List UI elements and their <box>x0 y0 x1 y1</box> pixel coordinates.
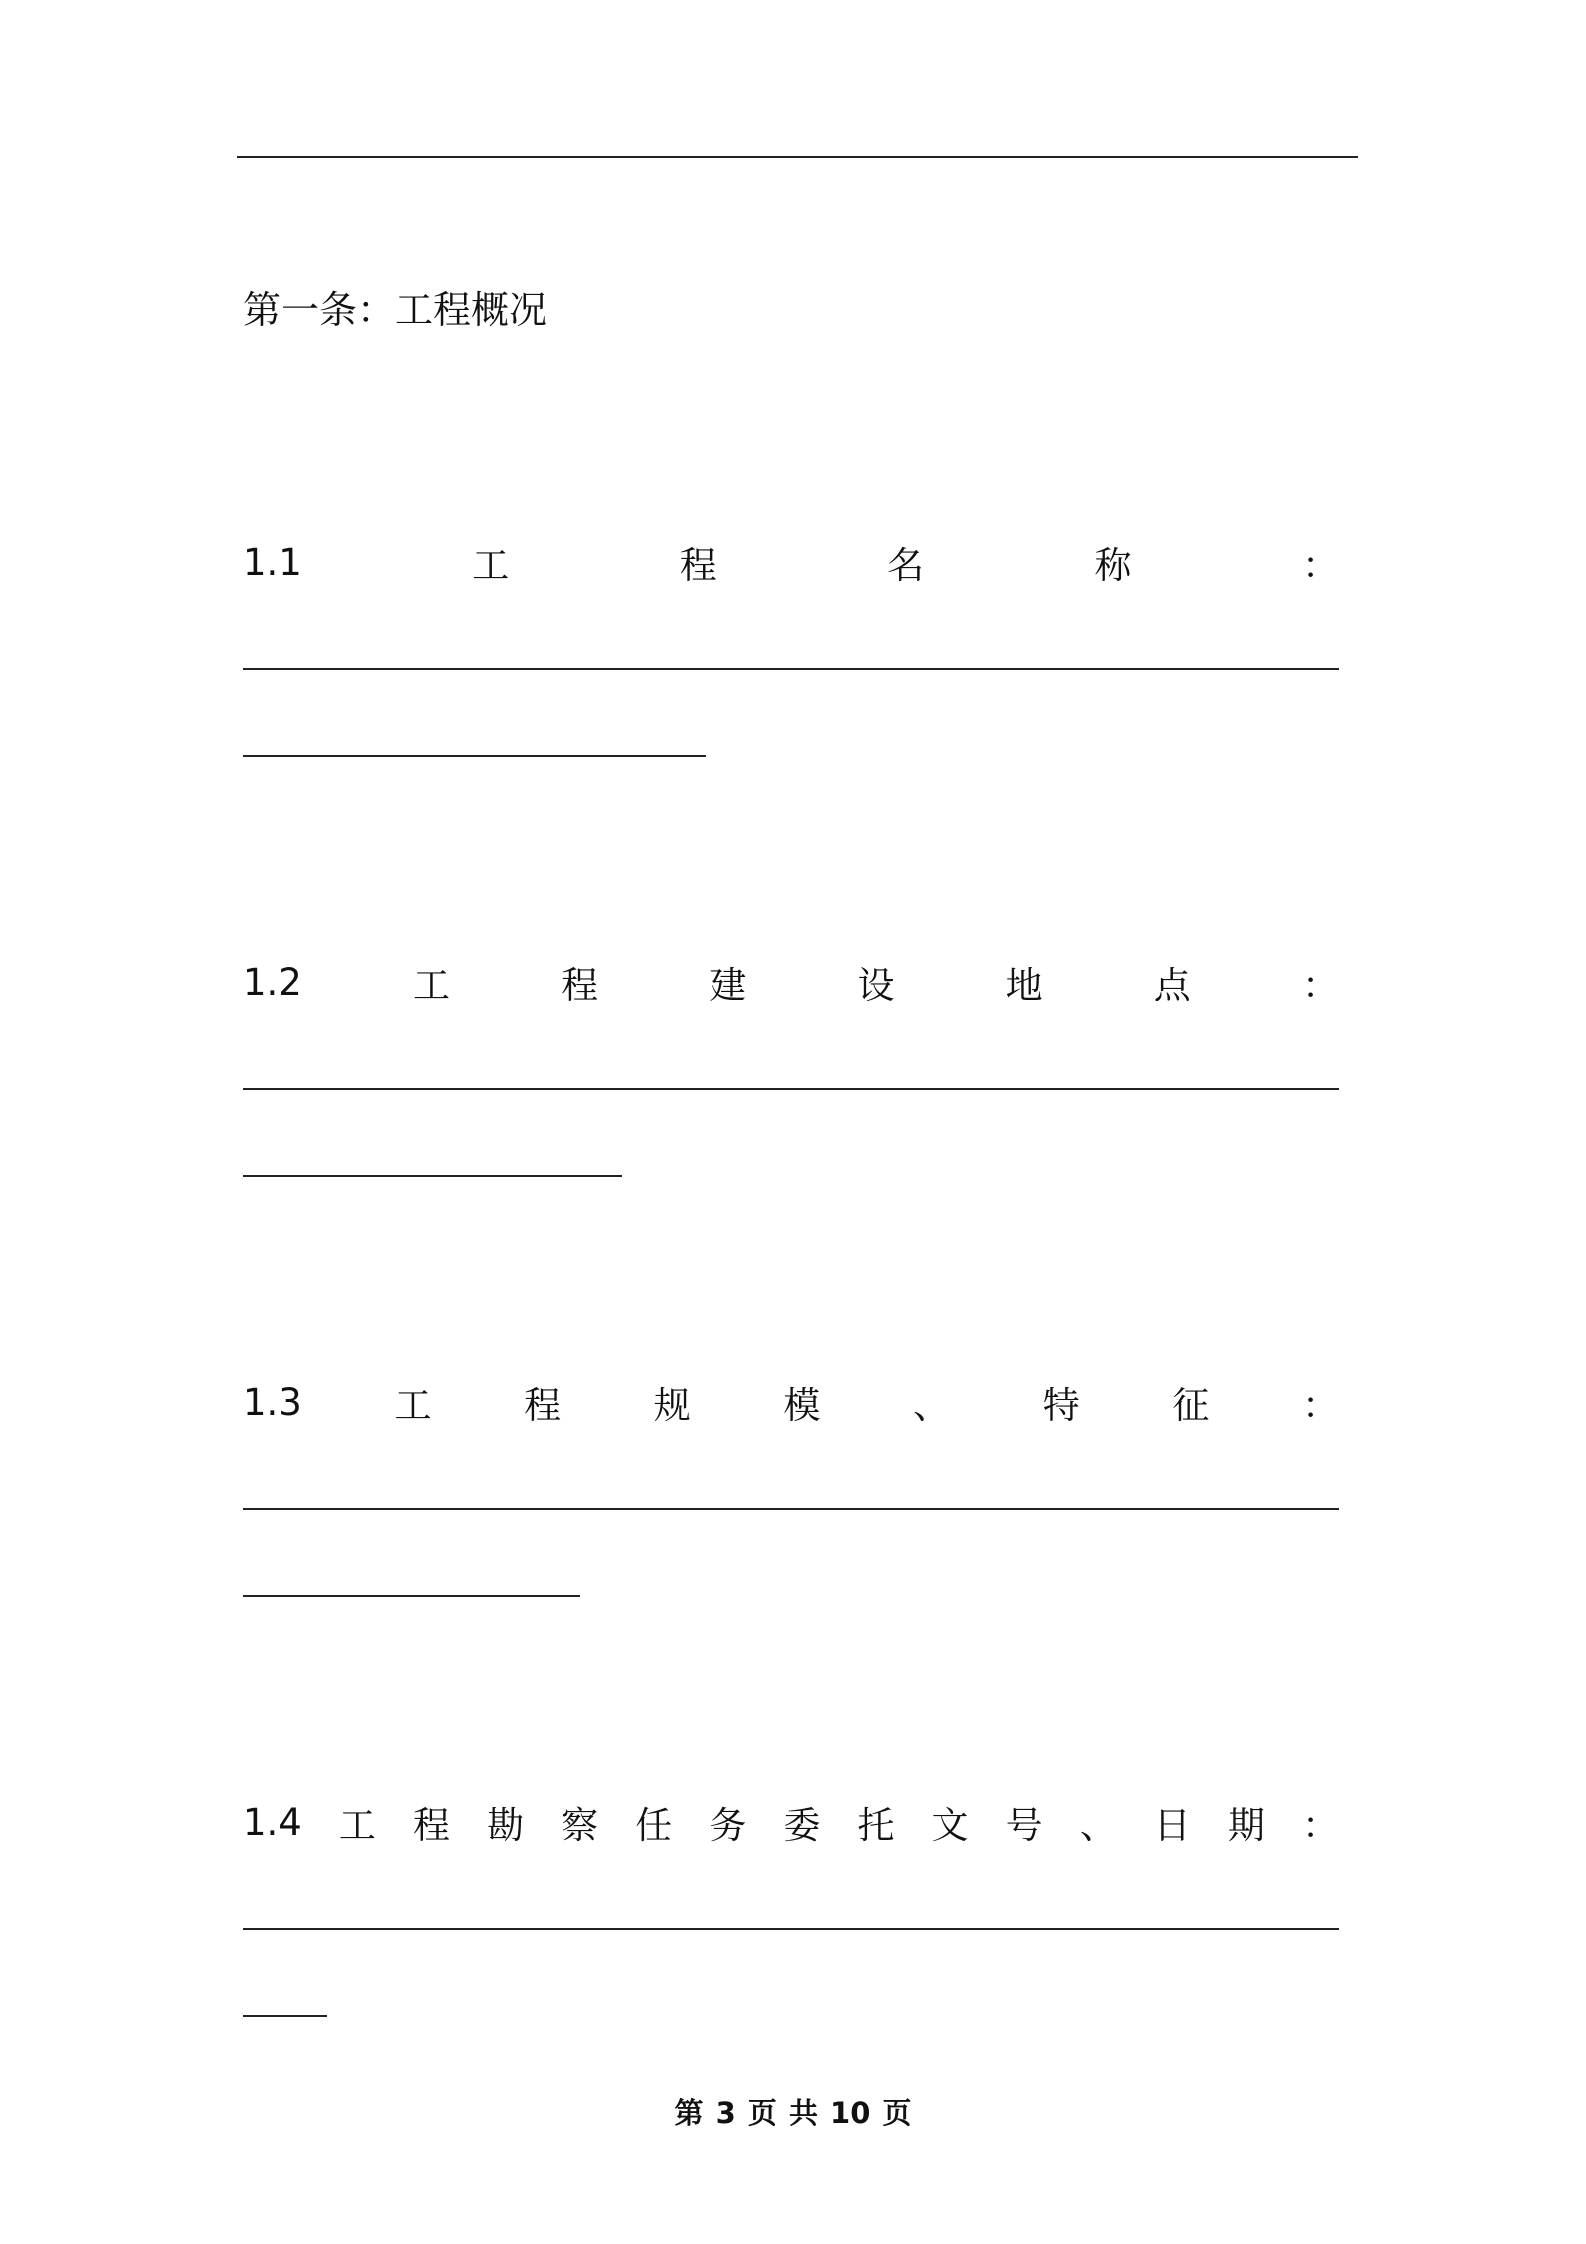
item-number: 1.3 <box>243 1380 302 1424</box>
item-char: 规 <box>653 1384 691 1427</box>
item-char: 名 <box>887 544 925 587</box>
item-1-1-heading <box>243 532 1339 592</box>
fill-in-line <box>243 2015 327 2017</box>
fill-in-line <box>243 1595 580 1597</box>
item-number: 1.4 <box>243 1800 302 1844</box>
fill-in-line <box>243 1088 1339 1090</box>
item-char: 建 <box>709 964 747 1007</box>
page-number: 第 3 页 共 10 页 <box>674 2096 912 2130</box>
item-char: 号 <box>1005 1804 1043 1847</box>
item-char: 任 <box>635 1804 673 1847</box>
fill-in-line <box>243 1175 622 1177</box>
fill-in-line <box>243 1508 1339 1510</box>
item-colon: ： <box>1301 964 1339 1007</box>
item-char: 程 <box>679 544 717 587</box>
item-char: 托 <box>857 1804 895 1847</box>
header-rule <box>237 156 1358 158</box>
item-char: 点 <box>1153 964 1191 1007</box>
item-char: 文 <box>931 1804 969 1847</box>
item-1-3-heading <box>243 1372 1339 1432</box>
item-char: 期 <box>1227 1804 1265 1847</box>
item-char: 工 <box>413 964 450 1007</box>
item-char: 工 <box>472 544 510 587</box>
item-char: 程 <box>561 964 599 1007</box>
item-char: 征 <box>1172 1384 1210 1427</box>
fill-in-line <box>243 668 1339 670</box>
item-1-2-heading <box>243 952 1339 1012</box>
item-char: 日 <box>1153 1804 1191 1847</box>
item-char: 勘 <box>487 1804 525 1847</box>
fill-in-line <box>243 755 706 757</box>
item-char: 务 <box>709 1804 747 1847</box>
item-char: 特 <box>1042 1384 1080 1427</box>
item-colon: ： <box>1301 1804 1339 1847</box>
item-char: 察 <box>561 1804 599 1847</box>
item-char: 称 <box>1094 544 1132 587</box>
article-title: 第一条：工程概况 <box>243 288 548 332</box>
item-1-4-heading <box>243 1792 1339 1852</box>
item-char: 、 <box>1079 1804 1117 1847</box>
item-number: 1.2 <box>243 960 302 1004</box>
item-char: 工 <box>394 1384 432 1427</box>
item-char: 委 <box>783 1804 821 1847</box>
item-char: 工 <box>338 1804 376 1847</box>
fill-in-line <box>243 1928 1339 1930</box>
item-char: 、 <box>913 1384 951 1427</box>
item-char: 模 <box>783 1384 821 1427</box>
item-char: 程 <box>524 1384 562 1427</box>
item-char: 程 <box>413 1804 450 1847</box>
item-colon: ： <box>1301 1384 1339 1427</box>
item-number: 1.1 <box>243 540 302 584</box>
item-colon: ： <box>1301 544 1339 587</box>
item-char: 地 <box>1005 964 1043 1007</box>
item-char: 设 <box>857 964 895 1007</box>
